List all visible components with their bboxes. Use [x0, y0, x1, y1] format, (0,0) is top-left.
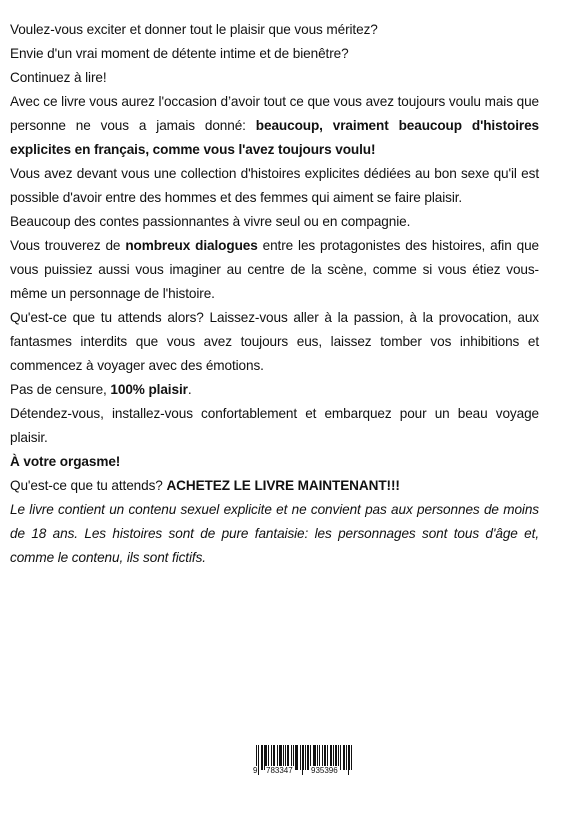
back-cover-text — [10, 18, 539, 570]
text-run: Pas de censure, — [10, 382, 111, 397]
text-run: Continuez à lire! — [10, 70, 107, 85]
text-run: Vous avez devant vous une collection d'histoires explicites dédiées au bon sexe qu'il est possible d'avoir entre des hommes et des femmes qui aiment se faire plaisir. — [10, 166, 539, 205]
bold-text: ACHETEZ LE LIVRE MAINTENANT!!! — [166, 478, 400, 493]
text-run: Détendez-vous, installez-vous confortablement et embarquez pour un beau voyage plaisir. — [10, 406, 539, 445]
paragraph — [10, 402, 539, 450]
bold-text: beaucoup, vraiment beaucoup d'histoires explicites en français, comme vous l'avez toujours voulu! — [10, 118, 539, 157]
paragraph — [10, 234, 539, 306]
paragraph — [10, 66, 539, 90]
paragraph — [10, 498, 539, 570]
barcode-group-left: 783347 — [266, 766, 293, 775]
paragraph — [10, 162, 539, 210]
text-run: Envie d'un vrai moment de détente intime et de bienêtre? — [10, 46, 349, 61]
text-run: Beaucoup des contes passionnantes à vivre seul ou en compagnie. — [10, 214, 411, 229]
bold-text: À votre orgasme! — [10, 454, 121, 469]
barcode-group-right: 935396 — [311, 766, 338, 775]
text-run: Qu'est-ce que tu attends alors? Laissez-vous aller à la passion, à la provocation, aux fantasmes interdits que vous avez toujours eus, laissez tomber vos inhibitions et commencez à voyager avec des émotions. — [10, 310, 539, 373]
text-run: . — [187, 382, 192, 397]
bold-text: nombreux dialogues — [125, 238, 258, 253]
text-run: Voulez-vous exciter et donner tout le plaisir que vous méritez? — [10, 22, 378, 37]
barcode-digit-first: 9 — [253, 766, 258, 775]
text-run: Avec ce livre vous aurez l'occasion d’avoir tout ce que vous avez toujours voulu mais que personne ne vous a jamais donné: — [10, 94, 539, 133]
paragraph — [10, 474, 539, 498]
text-run: Le livre contient un contenu sexuel explicite et ne convient pas aux personnes de moins de 18 ans. Les histoires sont de pure fantaisie: les personnages sont tous d'âge et, comme le contenu, ils sont fictifs. — [10, 502, 539, 565]
text-run: Vous trouverez de — [10, 238, 126, 253]
text-run: entre les protagonistes des histoires, afin que vous puissiez aussi vous imaginer au centre de la scène, comme si vous étiez vous-même un personnage de l'histoire. — [10, 238, 539, 301]
paragraph — [10, 450, 539, 474]
text-run: Qu'est-ce que tu attends? — [10, 478, 167, 493]
paragraph — [10, 90, 539, 162]
paragraph — [10, 42, 539, 66]
paragraph — [10, 18, 539, 42]
paragraph — [10, 378, 539, 402]
paragraph — [10, 306, 539, 378]
paragraph — [10, 210, 539, 234]
bold-text: 100% plaisir — [110, 382, 188, 397]
